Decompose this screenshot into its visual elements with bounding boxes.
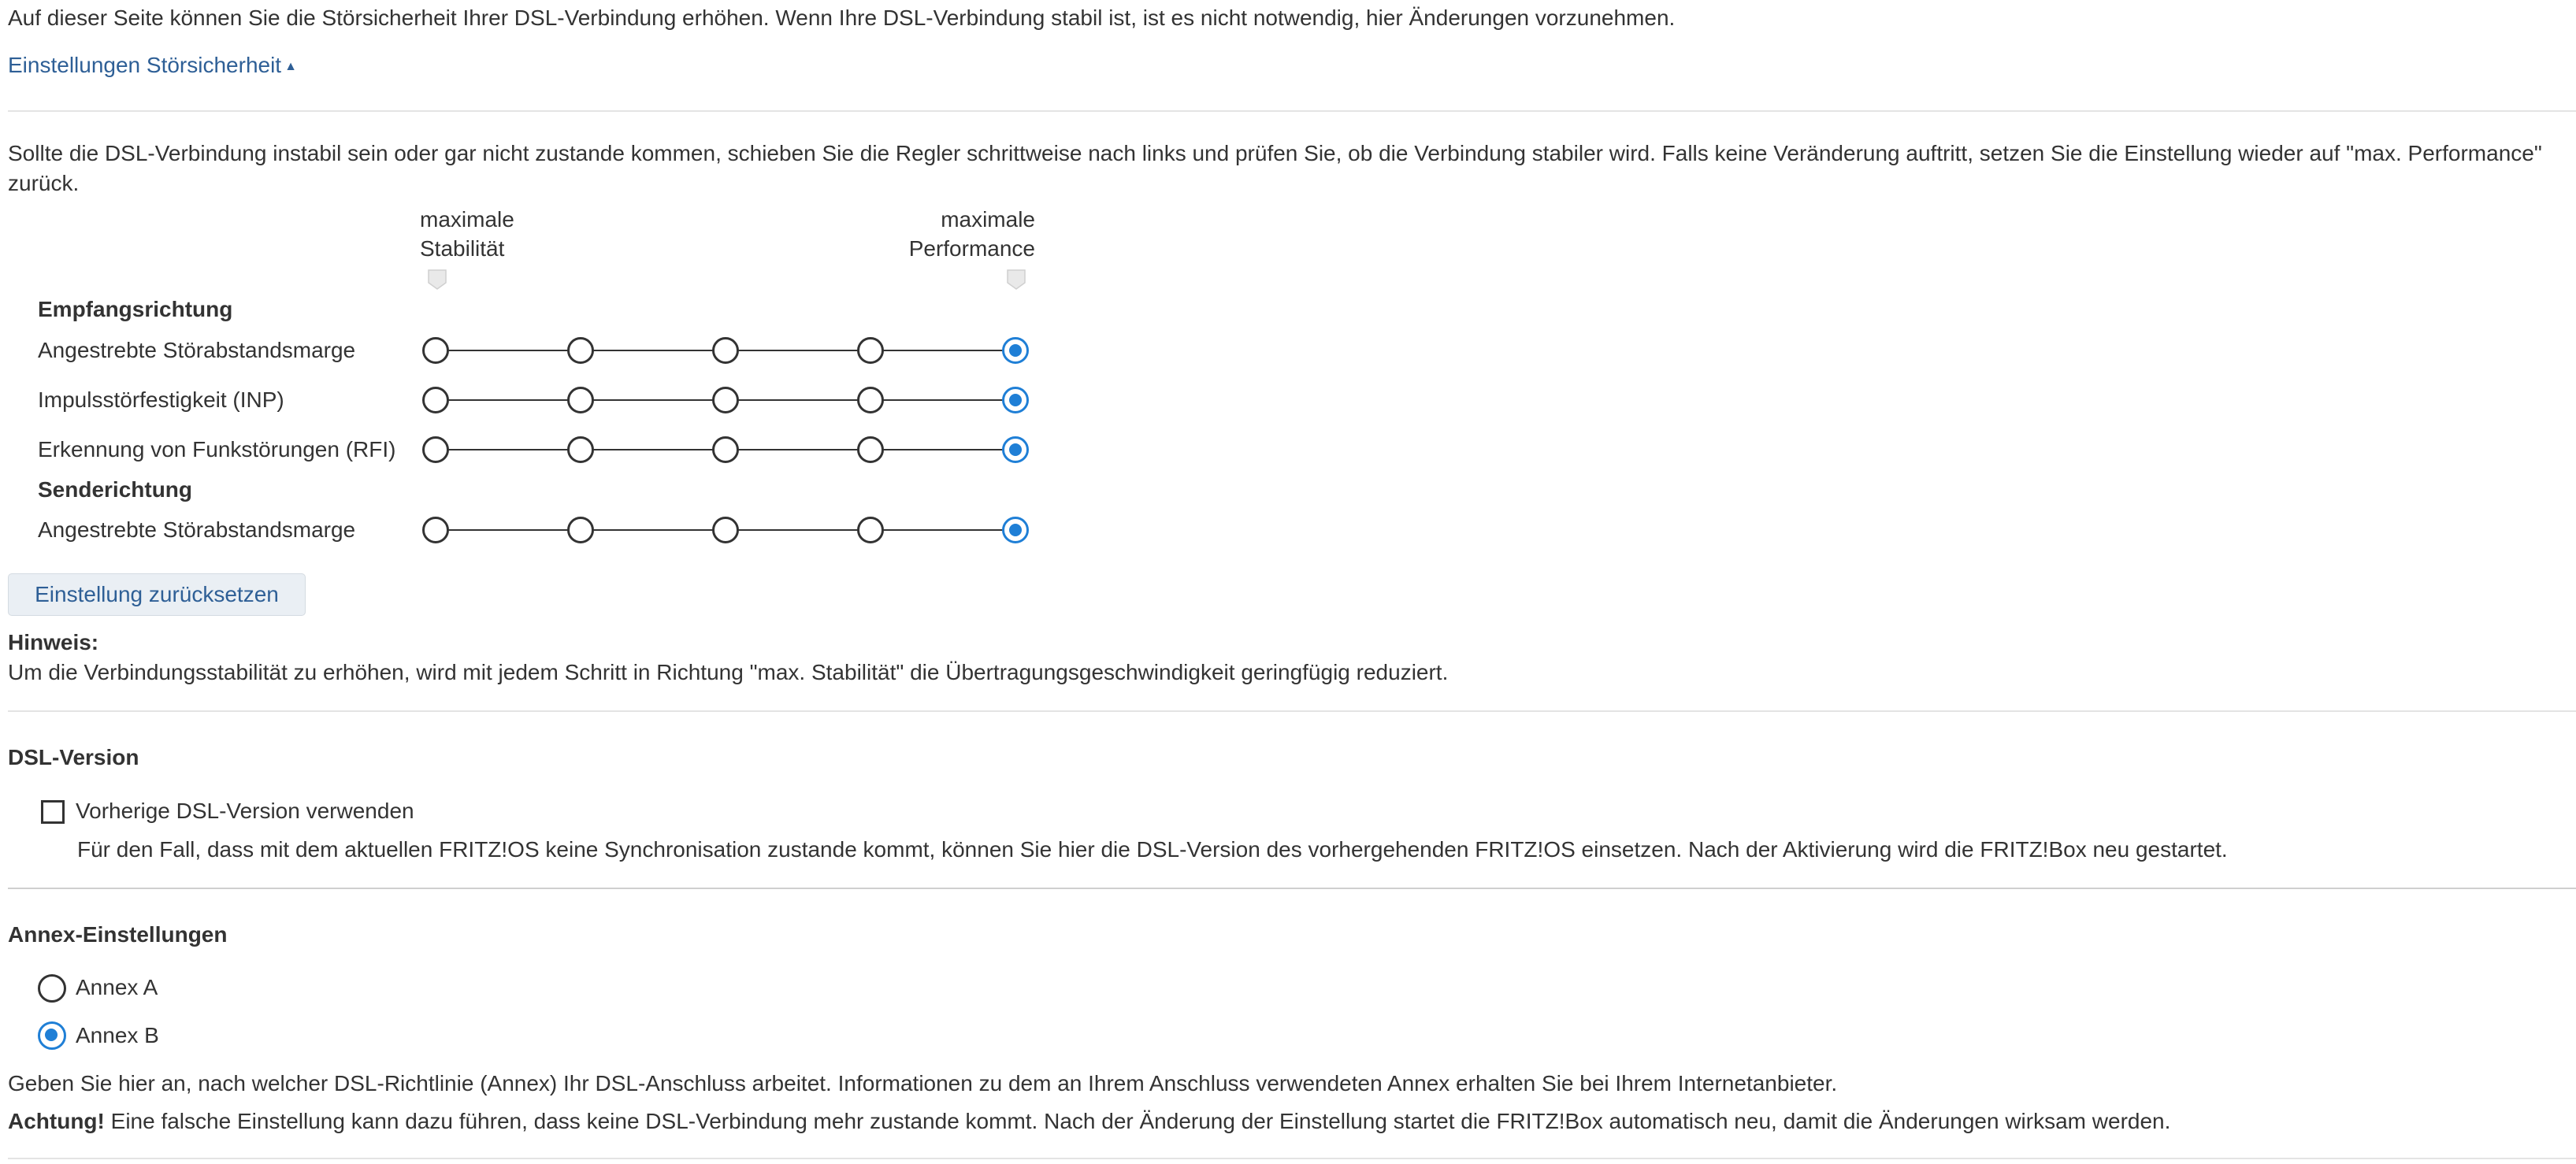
annex-a-radio[interactable]	[38, 974, 66, 1003]
receive-margin-slider[interactable]	[422, 335, 1037, 365]
divider	[8, 110, 2576, 112]
send-margin-label: Angestrebte Störabstandsmarge	[38, 517, 356, 542]
hint-heading: Hinweis:	[8, 630, 99, 654]
send-direction-heading: Senderichtung	[38, 477, 193, 502]
previous-dsl-version-label[interactable]: Vorherige DSL-Version verwenden	[76, 799, 414, 823]
inp-label: Impulsstörfestigkeit (INP)	[38, 387, 284, 412]
annex-info-text: Geben Sie hier an, nach welcher DSL-Richtlinie (Annex) Ihr DSL-Anschluss arbeitet. Informationen zu dem an Ihrem Anschluss verwendeten Annex erhalten Sie bei Ihrem Internetanbieter.	[8, 1071, 1838, 1095]
divider	[8, 710, 2576, 712]
slider-step-2[interactable]	[567, 517, 594, 543]
slider-step-5-selected[interactable]	[1002, 387, 1029, 413]
slider-step-4[interactable]	[857, 337, 884, 364]
slider-step-5-selected[interactable]	[1002, 337, 1029, 364]
settings-toggle-label: Einstellungen Störsicherheit	[8, 53, 282, 77]
rfi-label: Erkennung von Funkstörungen (RFI)	[38, 437, 396, 462]
annex-a-label[interactable]: Annex A	[76, 975, 158, 999]
slider-step-2[interactable]	[567, 387, 594, 413]
slider-step-4[interactable]	[857, 517, 884, 543]
slider-description: Sollte die DSL-Verbindung instabil sein oder gar nicht zustande kommen, schieben Sie die Regler schrittweise nach links und prüfen Sie, ob die Verbindung stabiler wird. Falls keine Veränderung auftritt, setzen Sie die Einstellung wieder auf "max. Performance" zurück.	[8, 141, 2542, 195]
slider-step-1[interactable]	[422, 337, 449, 364]
slider-step-3[interactable]	[712, 517, 739, 543]
slider-step-1[interactable]	[422, 387, 449, 413]
slider-step-5-selected[interactable]	[1002, 517, 1029, 543]
scale-left-label: maximale Stabilität	[420, 207, 514, 261]
divider	[8, 888, 2576, 889]
dsl-version-explanation: Für den Fall, dass mit dem aktuellen FRITZ!OS keine Synchronisation zustande kommt, können Sie hier die DSL-Version des vorhergehenden FRITZ!OS einsetzen. Nach der Aktivierung wird die FRITZ!Box neu gestartet.	[77, 837, 2228, 862]
annex-warning	[8, 1107, 2170, 1136]
annex-warning-label: Achtung!	[8, 1109, 105, 1133]
slider-step-4[interactable]	[857, 436, 884, 463]
slider-step-5-selected[interactable]	[1002, 436, 1029, 463]
slider-step-4[interactable]	[857, 387, 884, 413]
slider-step-3[interactable]	[712, 436, 739, 463]
settings-toggle-link[interactable]	[8, 50, 297, 82]
caret-up-icon: ▲	[284, 59, 297, 73]
dsl-version-heading: DSL-Version	[8, 745, 139, 769]
annex-heading: Annex-Einstellungen	[8, 922, 228, 947]
previous-dsl-version-checkbox[interactable]	[41, 800, 65, 824]
hint-text: Um die Verbindungsstabilität zu erhöhen, wird mit jedem Schritt in Richtung "max. Stabilität" die Übertragungsgeschwindigkeit geringfügig reduziert.	[8, 660, 1449, 684]
receive-margin-label: Angestrebte Störabstandsmarge	[38, 338, 356, 362]
slider-step-3[interactable]	[712, 387, 739, 413]
annex-b-label[interactable]: Annex B	[76, 1023, 159, 1047]
slider-step-1[interactable]	[422, 517, 449, 543]
slider-step-1[interactable]	[422, 436, 449, 463]
annex-b-radio[interactable]	[38, 1021, 66, 1050]
inp-slider[interactable]	[422, 385, 1037, 415]
scale-left-marker-icon	[428, 269, 447, 290]
rfi-slider[interactable]	[422, 435, 1037, 465]
slider-step-3[interactable]	[712, 337, 739, 364]
scale-right-marker-icon	[1007, 269, 1026, 290]
annex-warning-text: Eine falsche Einstellung kann dazu führen, dass keine DSL-Verbindung mehr zustande kommt. Nach der Änderung der Einstellung startet die FRITZ!Box automatisch neu, damit die Änderungen wirksam werden.	[104, 1109, 2171, 1133]
scale-right-label: maximale Performance	[908, 207, 1035, 261]
divider	[8, 1158, 2576, 1159]
slider-step-2[interactable]	[567, 436, 594, 463]
receive-direction-heading: Empfangsrichtung	[38, 297, 233, 321]
send-margin-slider[interactable]	[422, 515, 1037, 545]
reset-settings-button[interactable]: Einstellung zurücksetzen	[8, 573, 306, 616]
slider-step-2[interactable]	[567, 337, 594, 364]
intro-text: Auf dieser Seite können Sie die Störsicherheit Ihrer DSL-Verbindung erhöhen. Wenn Ihre DSL-Verbindung stabil ist, ist es nicht notwendig, hier Änderungen vorzunehmen.	[8, 6, 1676, 30]
